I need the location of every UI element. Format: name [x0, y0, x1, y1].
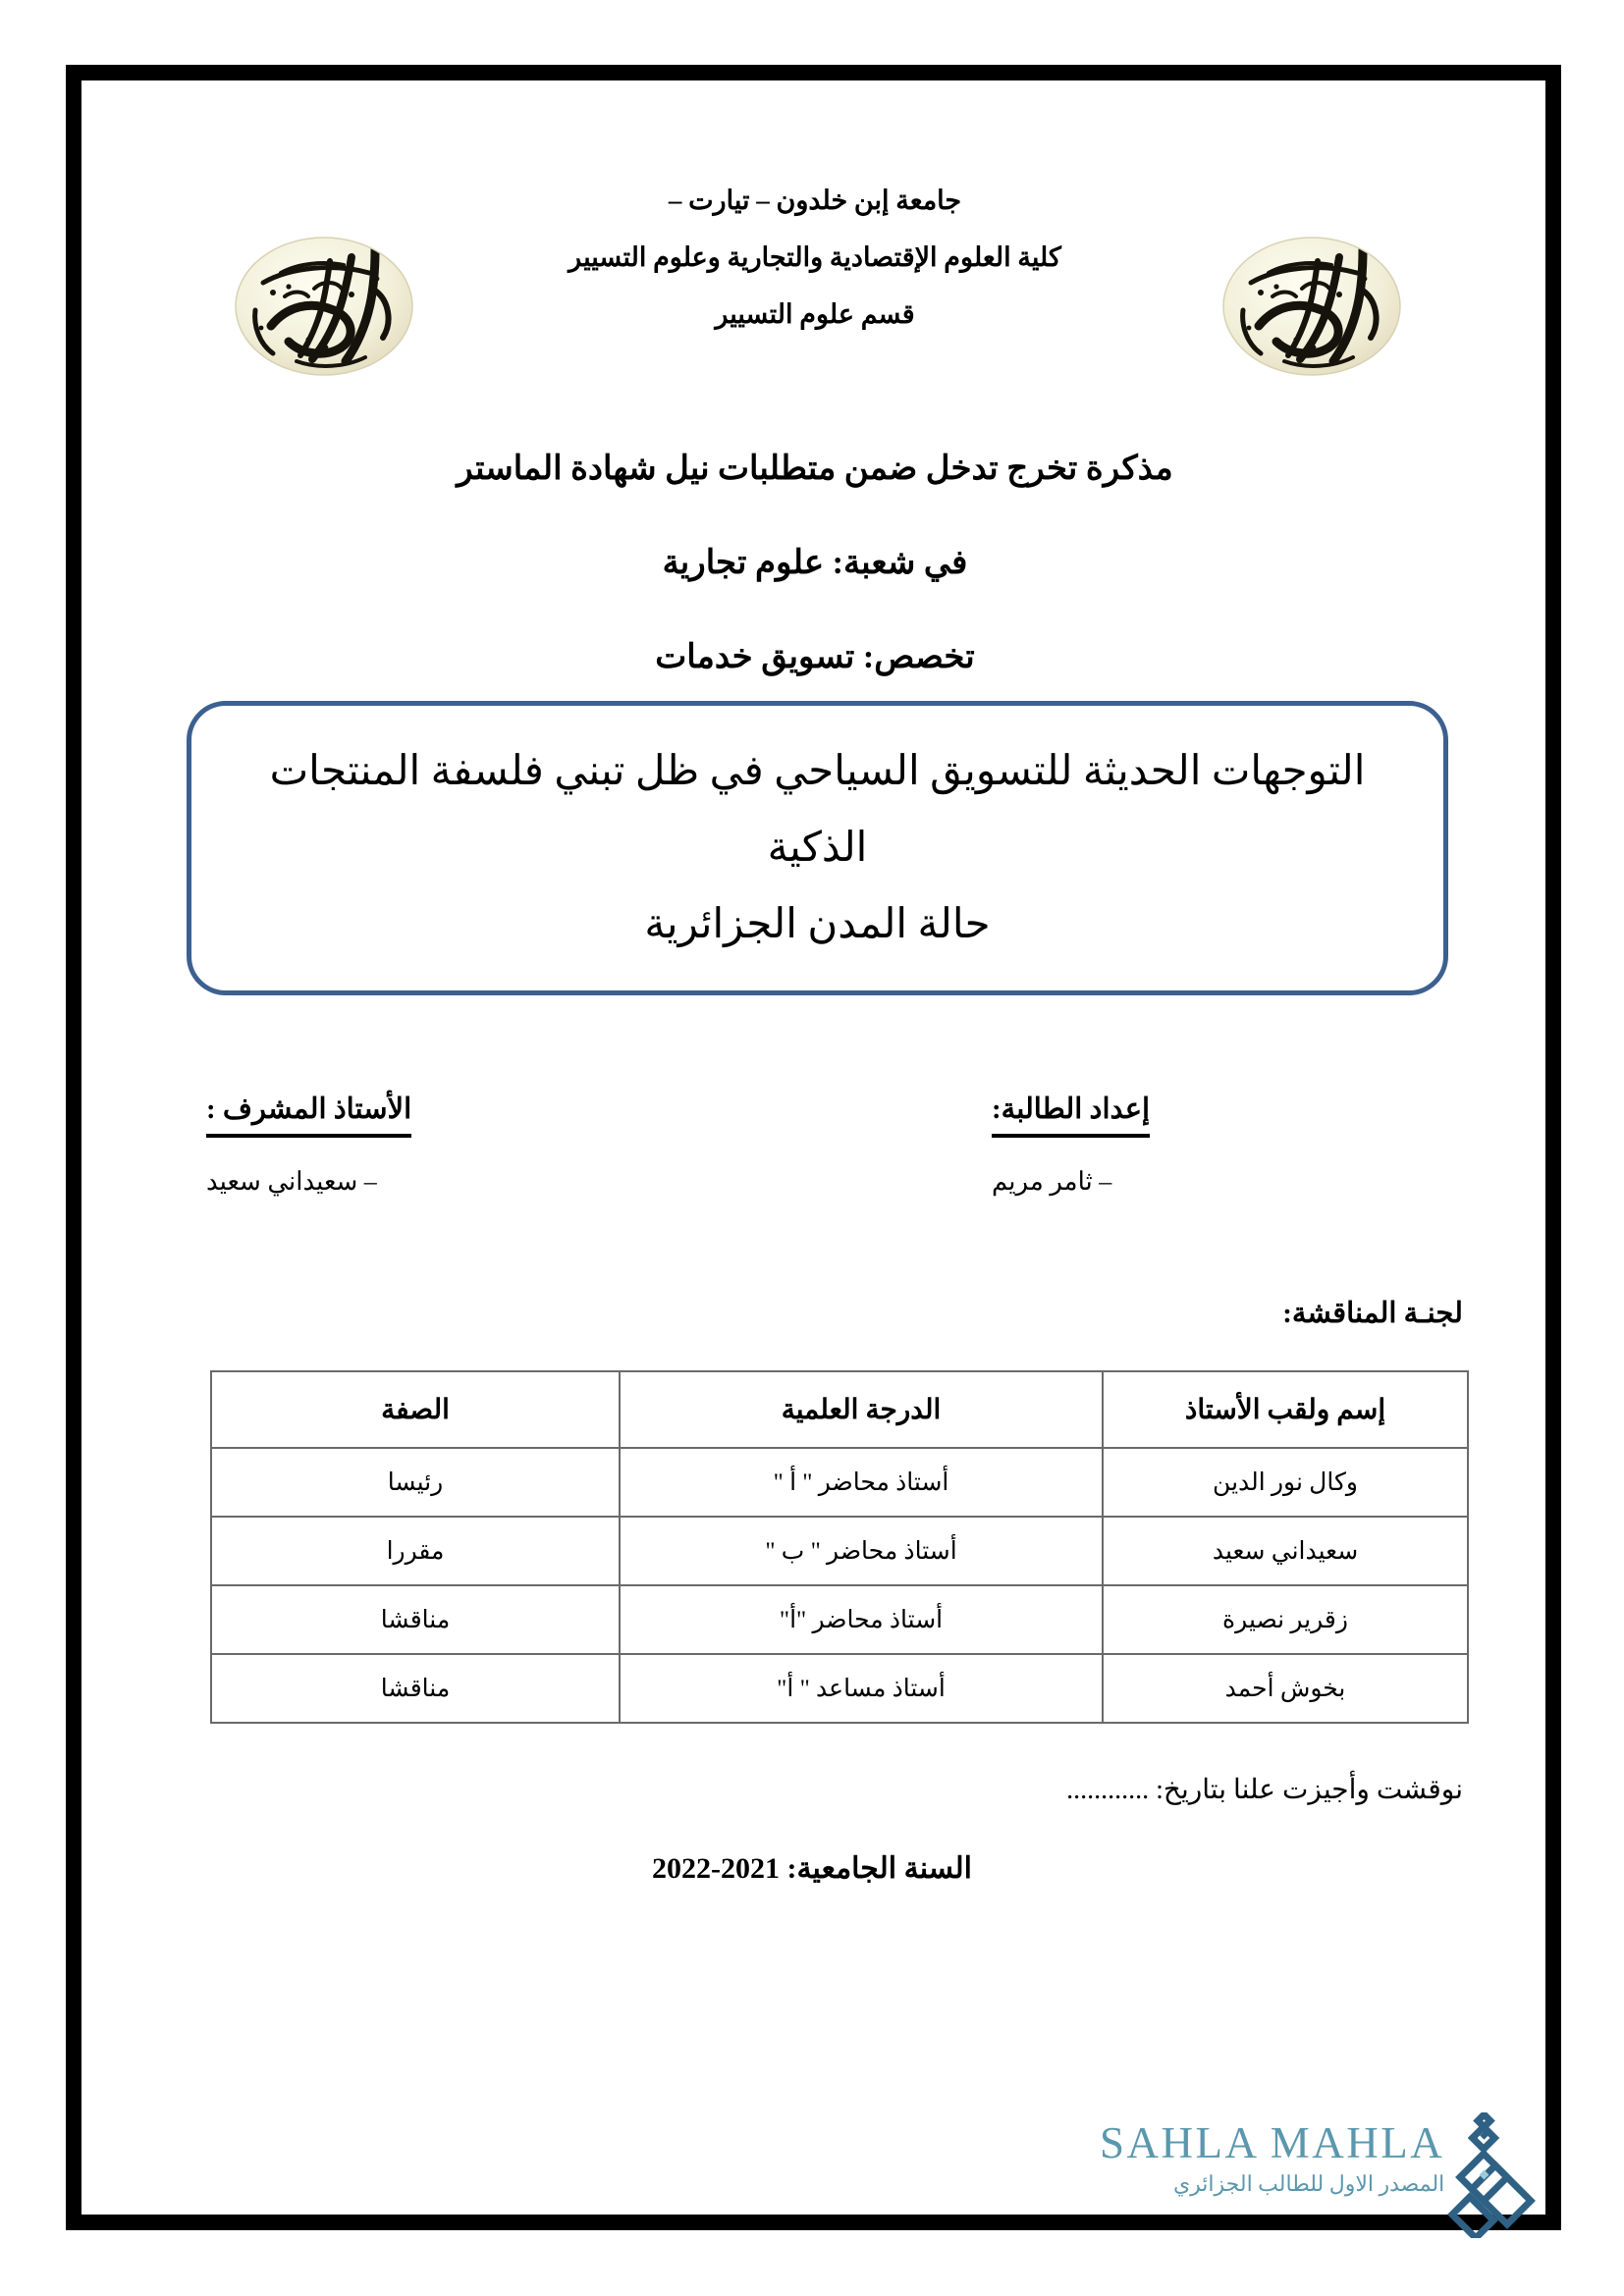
- brand-subtitle: المصدر الاول للطالب الجزائري: [1172, 2171, 1445, 2196]
- column-header-grade: الدرجة العلمية: [620, 1371, 1103, 1448]
- thesis-title-case: حالة المدن الجزائرية: [644, 902, 991, 947]
- academic-year-line: السنة الجامعية: 2021-2022: [651, 1852, 973, 1885]
- ibn-khaldoun-university-logo: [228, 232, 420, 381]
- cell-professor-name: سعيداني سعيد: [1103, 1517, 1468, 1585]
- cell-academic-grade: أستاذ محاضر " أ ": [620, 1448, 1103, 1517]
- supervisor-block: [206, 1090, 677, 1201]
- thesis-title-main: التوجهات الحديثة للتسويق السياحي في ظل تبني فلسفة المنتجات الذكية: [269, 749, 1366, 871]
- committee-label: لجنـة المناقشة:: [1282, 1298, 1463, 1329]
- table-row: [211, 1654, 1468, 1723]
- degree-line-master: مذكرة تخرج تدخل ضمن متطلبات نيل شهادة الماستر: [457, 451, 1173, 487]
- student-heading: إعداد الطالبة:: [992, 1090, 1150, 1138]
- cell-committee-role: مناقشا: [211, 1585, 620, 1654]
- cell-academic-grade: أستاذ مساعد " أ": [620, 1654, 1103, 1723]
- thesis-title-box: [187, 701, 1448, 995]
- cell-professor-name: وكال نور الدين: [1103, 1448, 1468, 1517]
- supervisor-heading: الأستاذ المشرف :: [206, 1090, 411, 1138]
- cell-professor-name: بخوش أحمد: [1103, 1654, 1468, 1723]
- sahla-mahla-watermark: [1100, 2112, 1561, 2240]
- supervisor-name: – سعيداني سعيد: [206, 1167, 377, 1196]
- sahla-mahla-diamond-logo: [1446, 2112, 1541, 2238]
- table-row: [211, 1517, 1468, 1585]
- degree-line-field: في شعبة: علوم تجارية: [662, 545, 968, 581]
- column-header-role: الصفة: [211, 1371, 620, 1448]
- ibn-khaldoun-university-logo: [1216, 232, 1408, 381]
- degree-statement: [236, 422, 1394, 705]
- department-name: قسم علوم التسيير: [715, 299, 915, 329]
- column-header-name: إسم ولقب الأستاذ: [1103, 1371, 1468, 1448]
- student-block: [992, 1090, 1463, 1201]
- brand-title: SAHLA MAHLA: [1100, 2118, 1445, 2167]
- cell-committee-role: مقررا: [211, 1517, 620, 1585]
- cell-academic-grade: أستاذ محاضر " ب ": [620, 1517, 1103, 1585]
- cell-professor-name: زقرير نصيرة: [1103, 1585, 1468, 1654]
- table-row: [211, 1448, 1468, 1517]
- cell-committee-role: رئيسا: [211, 1448, 620, 1517]
- committee-table: [210, 1370, 1469, 1724]
- brand-text-group: [1100, 2112, 1444, 2199]
- degree-line-specialty: تخصص: تسويق خدمات: [655, 639, 975, 675]
- table-row: [211, 1585, 1468, 1654]
- faculty-name: كلية العلوم الإقتصادية والتجارية وعلوم التسيير: [568, 242, 1061, 272]
- authors-section: [206, 1090, 1463, 1201]
- student-name: – ثامر مريم: [992, 1167, 1112, 1196]
- defense-date-line: نوقشت وأجيزت علنا بتاريخ: ............: [1066, 1775, 1463, 1805]
- institution-header: [295, 172, 1335, 343]
- cell-academic-grade: أستاذ محاضر "أ": [620, 1585, 1103, 1654]
- university-name: جامعة إبن خلدون – تيارت –: [668, 186, 962, 215]
- cell-committee-role: مناقشا: [211, 1654, 620, 1723]
- table-header-row: [211, 1371, 1468, 1448]
